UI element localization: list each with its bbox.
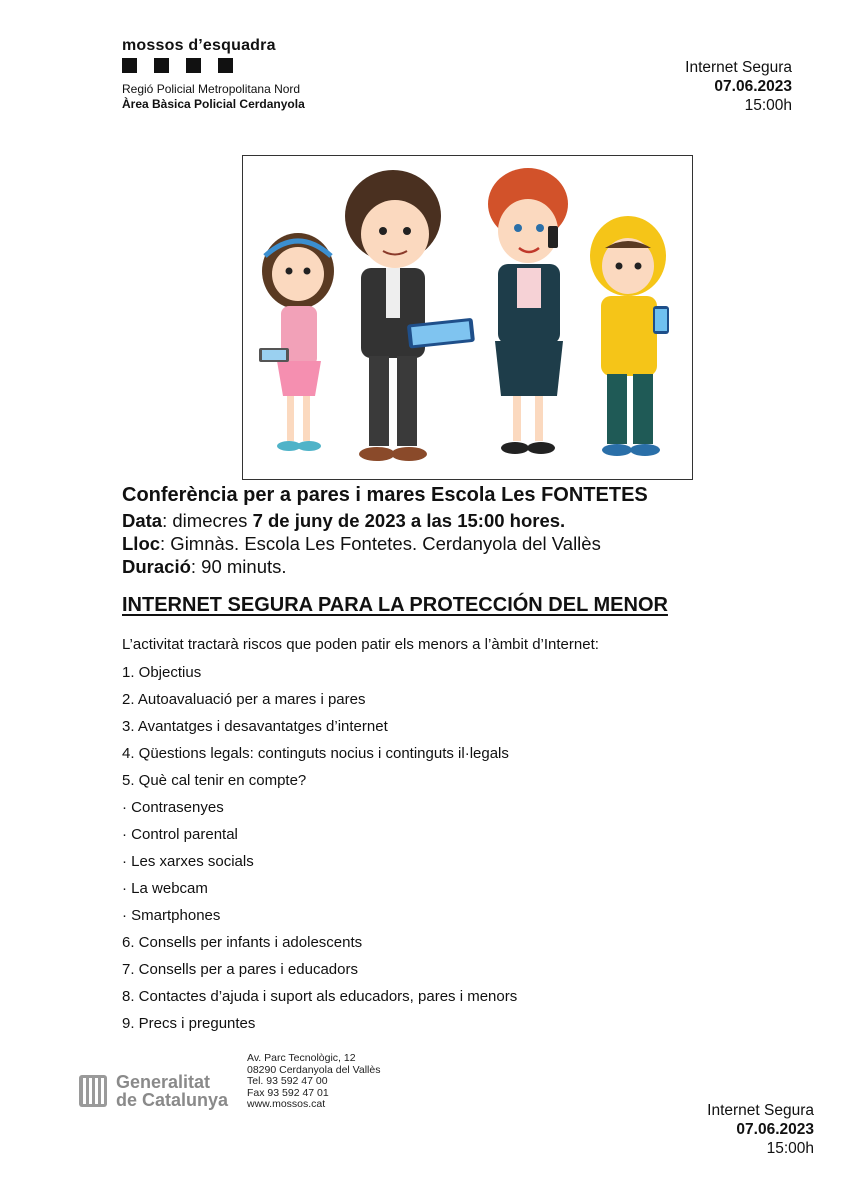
boy-hoodie-figure: [590, 216, 669, 456]
duration-label: Duració: [122, 556, 191, 577]
generalitat-name: [116, 1073, 228, 1109]
catalunya-line: de Catalunya: [116, 1090, 229, 1110]
badge-date: 07.06.2023: [736, 1121, 814, 1138]
list-item: 6. Consells per infants i adolescents: [122, 934, 363, 951]
list-item: · Smartphones: [122, 907, 221, 924]
list-item: 3. Avantatges i desavantatges d’internet: [122, 718, 388, 735]
region-line: Regió Policial Metropolitana Nord: [122, 82, 301, 96]
logo-square: [154, 58, 169, 73]
address-line: Av. Parc Tecnològic, 12: [247, 1052, 356, 1064]
list-item: 5. Què cal tenir en compte?: [122, 772, 307, 789]
event-badge-bottom: [707, 1101, 814, 1158]
list-item: 1. Objectius: [122, 664, 202, 681]
list-item: 2. Autoavaluació per a mares i pares: [122, 691, 366, 708]
list-item: · La webcam: [122, 880, 208, 897]
website-link[interactable]: www.mossos.cat: [247, 1098, 326, 1110]
event-place-line: [122, 533, 601, 555]
area-line: Àrea Bàsica Policial Cerdanyola: [122, 97, 305, 111]
postal-line: 08290 Cerdanyola del Vallès: [247, 1063, 381, 1076]
duration-value: : 90 minuts.: [190, 556, 287, 577]
event-date-line: [122, 510, 565, 532]
brand-logo-squares: [122, 58, 233, 73]
logo-square: [186, 58, 201, 73]
phone-line: Tel. 93 592 47 00: [247, 1075, 328, 1087]
list-item: 4. Qüestions legals: continguts nocius i continguts il·legals: [122, 745, 509, 762]
date-label: Data: [122, 510, 163, 531]
logo-square: [218, 58, 233, 73]
list-item: · Les xarxes socials: [122, 853, 254, 870]
place-value: : Gimnàs. Escola Les Fontetes. Cerdanyola del Vallès: [160, 533, 601, 554]
event-badge-top: [685, 58, 792, 115]
region-block: [122, 82, 305, 112]
generalitat-logo: [78, 1073, 228, 1109]
fax-line: Fax 93 592 47 01: [247, 1086, 329, 1099]
date-prefix: : dimecres: [162, 510, 253, 531]
agenda-list: [122, 660, 517, 1038]
logo-square: [122, 58, 137, 73]
badge-time: 15:00h: [744, 97, 792, 114]
date-value: 7 de juny de 2023 a las 15:00 hores.: [252, 510, 566, 531]
section-heading: INTERNET SEGURA PARA LA PROTECCIÓN DEL MENOR: [122, 594, 668, 616]
intro-text: L’activitat tractarà riscos que poden patir els menors a l’àmbit d’Internet:: [122, 636, 599, 653]
list-item: · Control parental: [122, 826, 238, 843]
boy-suit-figure: [345, 170, 475, 461]
badge-title: Internet Segura: [685, 59, 792, 76]
place-label: Lloc: [122, 533, 161, 554]
list-item: 7. Consells per a pares i educadors: [122, 961, 358, 978]
list-item: 8. Contactes d’ajuda i suport als educadors, pares i menors: [122, 988, 518, 1005]
list-item: · Contrasenyes: [122, 799, 224, 816]
event-duration-line: [122, 556, 287, 578]
brand-name: mossos d’esquadra: [122, 37, 276, 54]
woman-figure: [488, 168, 568, 454]
children-with-devices-illustration: [242, 155, 693, 480]
badge-title: Internet Segura: [707, 1102, 814, 1119]
generalitat-line: Generalitat: [116, 1072, 211, 1092]
address-block: [247, 1053, 380, 1111]
list-item: 9. Precs i preguntes: [122, 1015, 256, 1032]
badge-date: 07.06.2023: [714, 78, 792, 95]
badge-time: 15:00h: [766, 1140, 814, 1157]
generalitat-emblem-icon: [78, 1074, 108, 1108]
conference-title: Conferència per a pares i mares Escola Les FONTETES: [122, 484, 648, 506]
girl-figure: [259, 233, 334, 451]
